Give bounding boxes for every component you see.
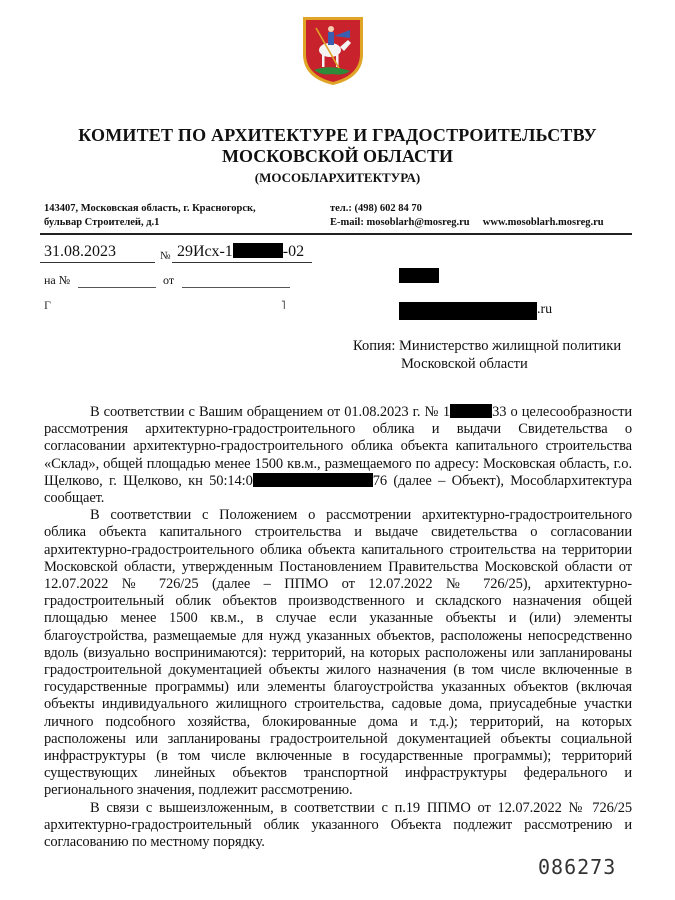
date-underline (40, 262, 155, 263)
header-divider (40, 233, 632, 235)
number-underline (172, 262, 312, 263)
address-block (44, 202, 256, 230)
letter-body (44, 404, 632, 851)
outgoing-number-prefix: 29Исх-1 (177, 243, 233, 260)
recipient-email-tail: .ru (537, 302, 553, 317)
paragraph-3: В связи с вышеизложенным, в соответствии с п.19 ППМО от 12.07.2022 № 726/25 архитектурно-градостроительный облик указанного Объекта подлежит рассмотрению и согласованию по местному порядку. (44, 799, 632, 851)
document-serial-number: 086273 (538, 855, 617, 879)
email-website: E-mail: mosoblarh@mosreg.ru www.mosoblarh.mosreg.ru (330, 217, 604, 228)
committee-short-name: (МОСОБЛАРХИТЕКТУРА) (254, 170, 421, 185)
phone: тел.: (498) 602 84 70 (330, 203, 422, 214)
number-sign: № (160, 250, 171, 262)
contact-block (330, 202, 604, 230)
reply-to-number-label: на № (44, 273, 71, 287)
address-line1: 143407, Московская область, г. Красногорск, (44, 203, 256, 214)
outgoing-number-suffix: -02 (282, 243, 305, 260)
copy-line2: Московской области (401, 356, 528, 372)
copy-line1: Копия: Министерство жилищной политики (353, 338, 622, 354)
redaction-bar (450, 404, 492, 418)
paragraph-2: В соответствии с Положением о рассмотрении архитектурно-градостроительного облика объекта капитального строительства и выдаче свидетельства о согласовании архитектурно-градостроительного облика объекта капитального строительства на территории Московской области, утвержденным Постановлением Правительства Московской области от 12.07.2022 № 726/25 (далее – ППМО от 12.07.2022 № 726/25), архитектурно-градостроительный облик объектов производственного и складского назначения общей площадью менее 1500 кв.м., в случае если указанные объекты и (или) элементы благоустройства, размещаемые для нужд указанных объектов, расположены непосредственно вдоль (визуально воспринимаются): территорий, на которых расположены или запланированы градостроительной документацией объекты жилого назначения (в том числе включенные в государственные программы) или элементы благоустройства указанных объектов (включая объекты индивидуального жилищного строительства, садовые дома, приусадебные участки личного подсобного хозяйства, блокированные дома и т.д.); территорий, на которых расположены или запланированы градостроительной документацией объекты социальной инфраструктуры (в том числе включенные в государственные программы); территорий существующих линейных объектов транспортной инфраструктуры федерального и регионального значения, подлежит рассмотрению. (44, 507, 632, 799)
recipient-email-redaction (399, 302, 537, 320)
address-corner-right: ˥ (281, 298, 286, 312)
reply-to-date-line (182, 287, 290, 288)
paragraph-1-part-c: 76 (далее – Объект), Мособлархитектура сообщает. (44, 472, 632, 507)
address-line2: бульвар Строителей, д.1 (44, 217, 160, 228)
outgoing-date: 31.08.2023 (44, 243, 116, 260)
committee-name-line1: КОМИТЕТ ПО АРХИТЕКТУРЕ И ГРАДОСТРОИТЕЛЬСТВУ (78, 125, 597, 145)
recipient-name-redaction (399, 268, 439, 283)
reply-to-number-line (78, 287, 156, 288)
redaction-bar (253, 473, 373, 487)
moscow-oblast-coat-of-arms-icon (300, 14, 366, 88)
paragraph-1-part-b: 33 о целесообразности рассмотрения архитектурно-градостроительного облика и выдачи Свидетельства о согласовании архитектурно-градостроительного облика объекта капитального строительства «Склад», общей площадью менее 1500 кв.м., размещаемого по адресу: Московская область, г.о. Щелково, г. Щелково, кн 50:14:0 (44, 404, 632, 489)
copy-recipient (353, 337, 621, 373)
redaction-bar (233, 243, 283, 258)
paragraph-1 (44, 404, 632, 507)
outgoing-number (177, 243, 304, 261)
address-corner-left: Г (44, 298, 51, 312)
reply-to-date-label: от (163, 273, 175, 287)
committee-name-line2: МОСКОВСКОЙ ОБЛАСТИ (222, 146, 453, 166)
paragraph-1-part-a: В соответствии с Вашим обращением от 01.08.2023 г. № 1 (90, 404, 451, 420)
